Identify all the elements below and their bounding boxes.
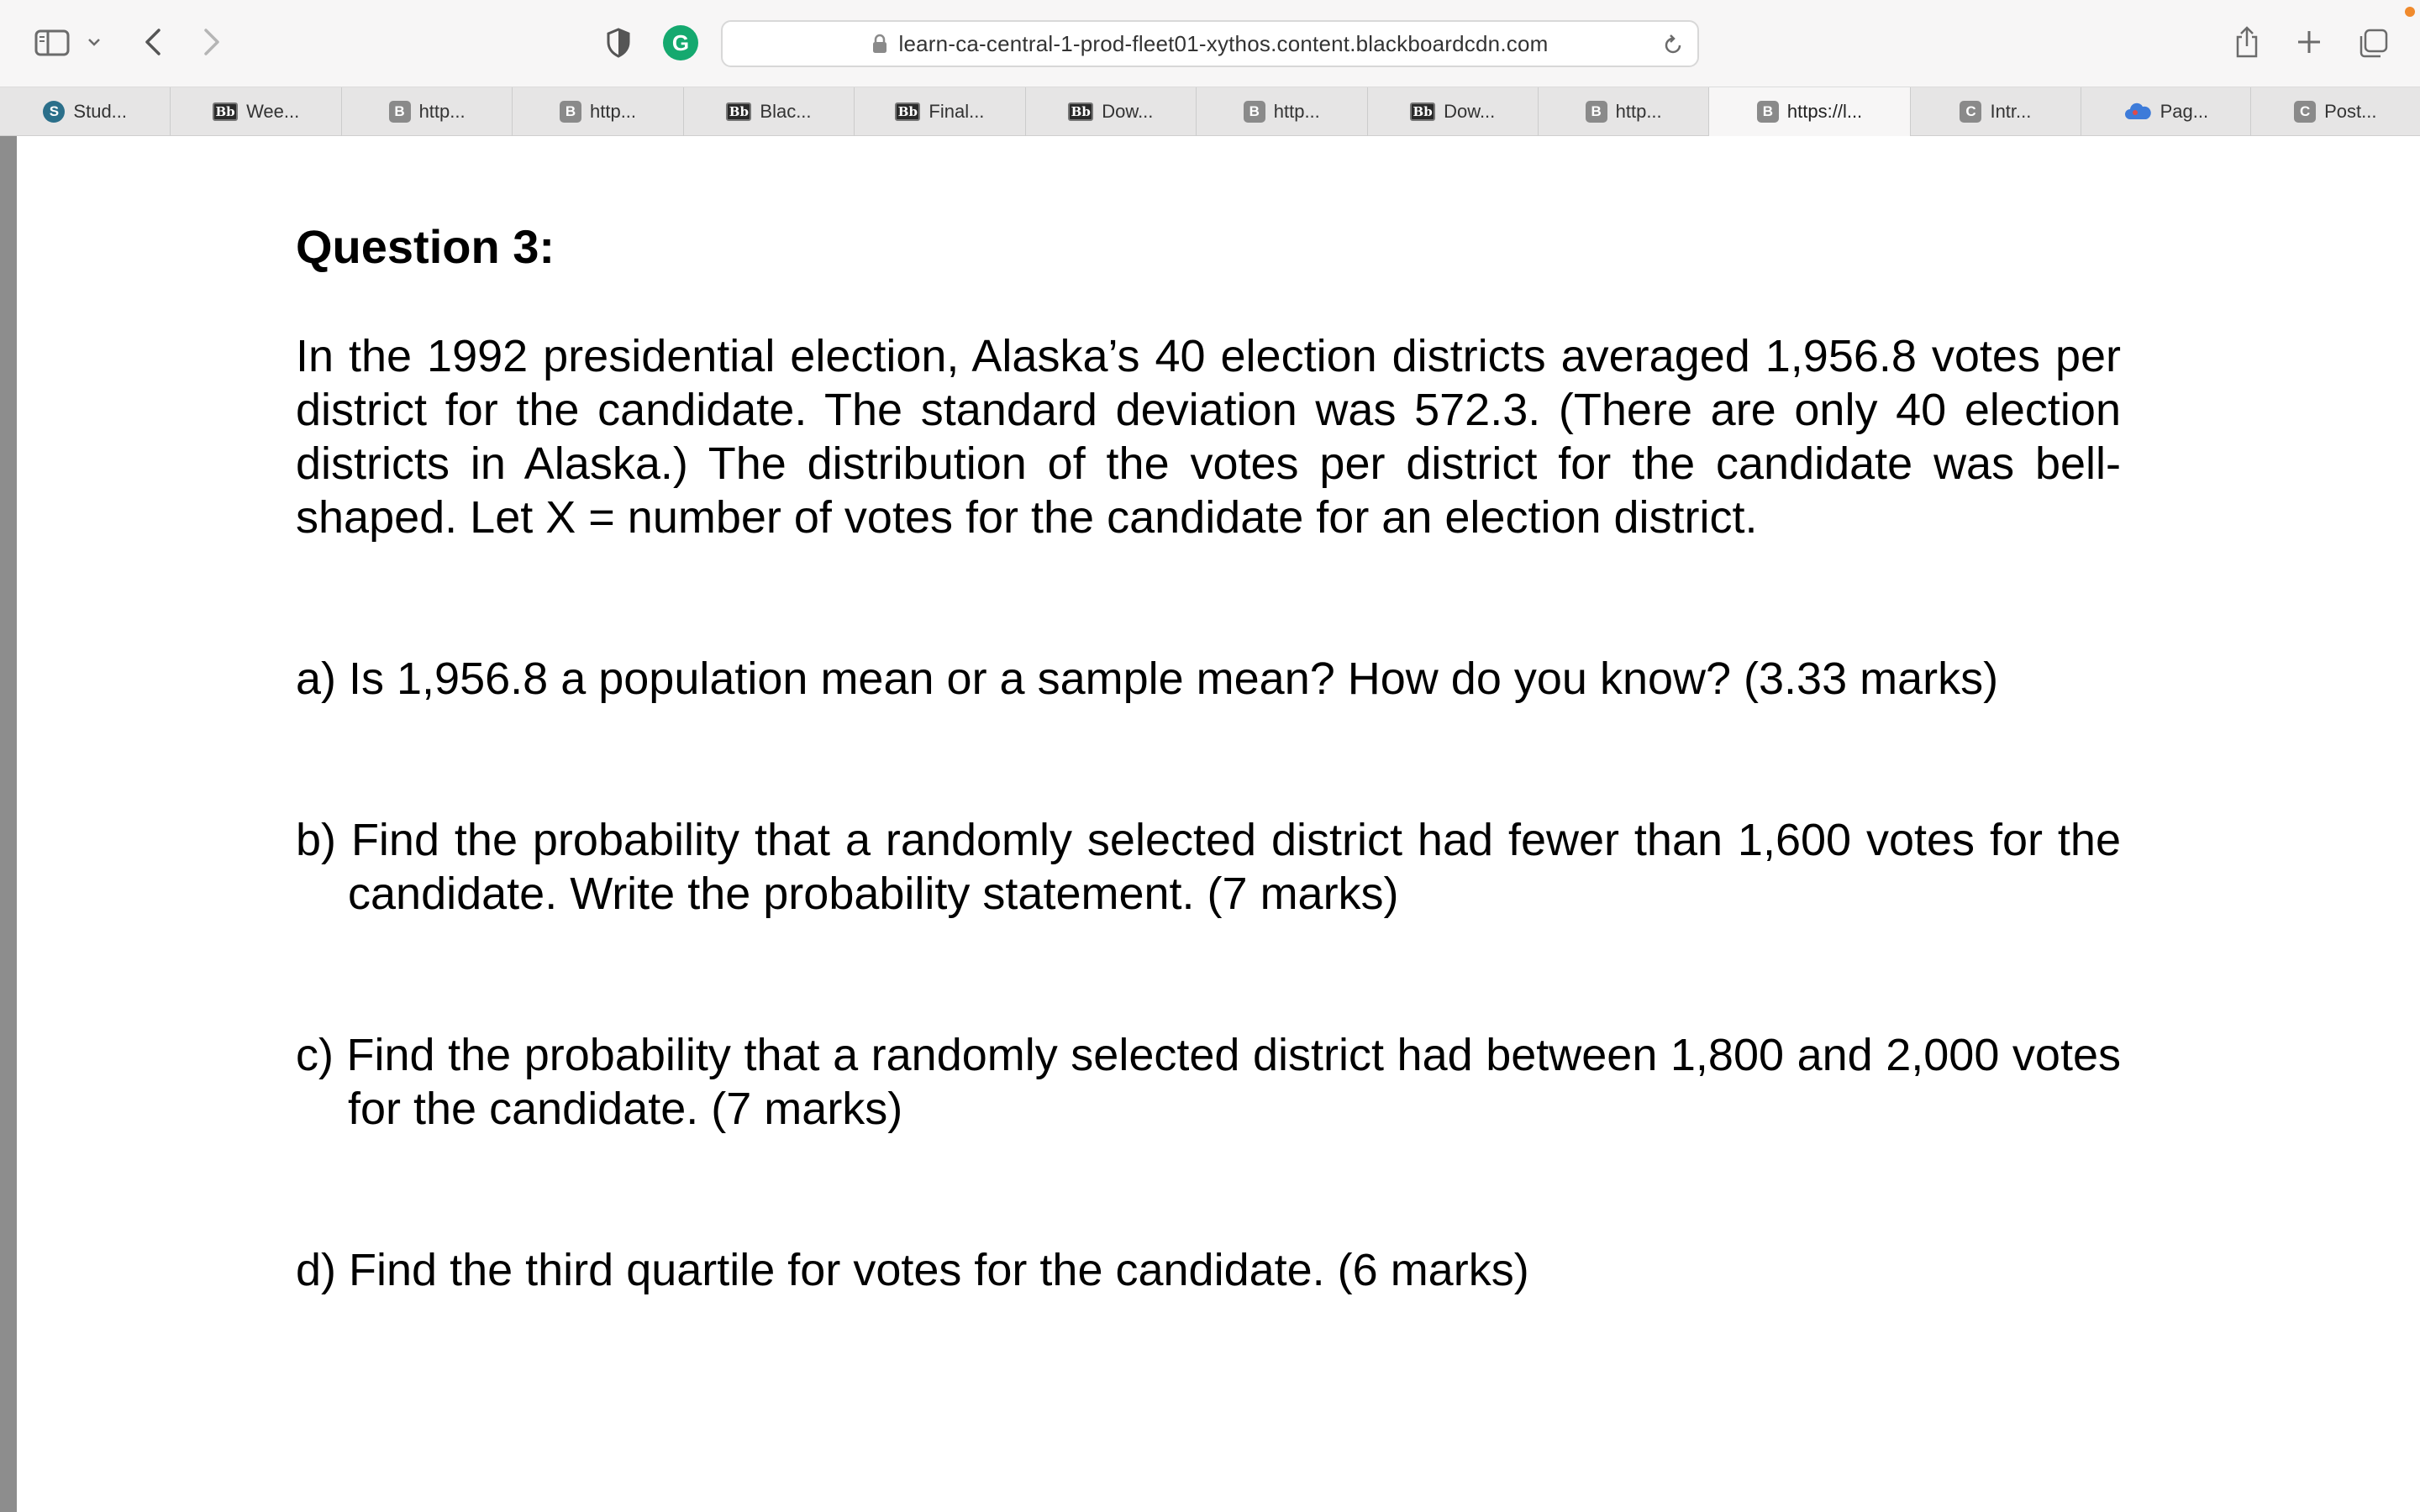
b-letter-icon: B xyxy=(1757,101,1779,123)
question-part-c: c) Find the probability that a randomly selected district had between 1,800 and 2,000 votes for the candidate. (7 marks) xyxy=(296,1030,2121,1134)
c-letter-icon: C xyxy=(2294,101,2316,123)
c-letter-icon: C xyxy=(1960,101,1981,123)
tab-6[interactable] xyxy=(1026,87,1197,136)
reload-icon[interactable] xyxy=(1662,34,1684,61)
tab-label: http... xyxy=(1615,101,1662,122)
back-arrow-icon[interactable] xyxy=(138,24,168,60)
s-circle-icon: S xyxy=(43,101,65,123)
blackboard-icon: Bb xyxy=(213,102,238,121)
question-part-b: b) Find the probability that a randomly selected district had fewer than 1,600 votes for the candidate. Write the probability statement. (7 marks) xyxy=(296,815,2121,919)
tab-label: http... xyxy=(1273,101,1320,122)
chevron-down-icon[interactable] xyxy=(84,32,104,52)
b-letter-icon: B xyxy=(1244,101,1265,123)
privacy-shield-icon[interactable] xyxy=(602,25,635,60)
tab-label: https://l... xyxy=(1786,101,1863,122)
document xyxy=(296,220,2124,1297)
tab-5[interactable] xyxy=(855,87,1025,136)
tab-label: Post... xyxy=(2324,101,2377,122)
tab-12[interactable] xyxy=(2081,87,2250,136)
lock-icon xyxy=(872,34,887,54)
tab-label: Wee... xyxy=(246,101,300,122)
new-tab-plus-icon[interactable] xyxy=(2292,25,2326,59)
url-text: learn-ca-central-1-prod-fleet01-xythos.content.blackboardcdn.com xyxy=(898,30,1549,56)
b-letter-icon: B xyxy=(560,101,581,123)
address-bar[interactable] xyxy=(721,20,1699,67)
tab-label: http... xyxy=(418,101,466,122)
grammarly-extension-icon[interactable]: G xyxy=(663,25,698,60)
page-content xyxy=(0,136,2420,1512)
tab-0[interactable] xyxy=(0,87,171,136)
viewer-gutter xyxy=(0,136,17,1512)
forward-arrow-icon[interactable] xyxy=(197,24,227,60)
tab-label: Stud... xyxy=(73,101,128,122)
question-part-d: d) Find the third quartile for votes for the candidate. (6 marks) xyxy=(296,1245,1529,1295)
tab-label: Pag... xyxy=(2160,101,2209,122)
tab-13[interactable] xyxy=(2251,87,2420,136)
tab-overview-icon[interactable] xyxy=(2354,25,2391,62)
blackboard-icon: Bb xyxy=(726,102,751,121)
tab-4[interactable] xyxy=(684,87,855,136)
tab-11[interactable] xyxy=(1911,87,2081,136)
b-letter-icon: B xyxy=(1586,101,1607,123)
question-title: Question 3: xyxy=(296,220,555,273)
tab-label: Blac... xyxy=(760,101,812,122)
tab-7[interactable] xyxy=(1197,87,1367,136)
tab-8[interactable] xyxy=(1368,87,1539,136)
tab-label: Final... xyxy=(929,101,985,122)
tab-strip xyxy=(0,87,2420,136)
share-icon[interactable] xyxy=(2230,22,2264,62)
tab-label: http... xyxy=(590,101,637,122)
browser-toolbar xyxy=(0,0,2420,87)
question-intro: In the 1992 presidential election, Alaska’s 40 election districts averaged 1,956.8 votes per district for the candidate. The standard deviation was 572.3. (There are only 40 election districts in Alaska.) The distribution of the votes per district for the candidate was bell-shaped. Let X = number of votes for the candidate for an election district. xyxy=(296,331,2121,543)
tab-1[interactable] xyxy=(171,87,341,136)
blackboard-icon: Bb xyxy=(1410,102,1435,121)
tab-label: Dow... xyxy=(1444,101,1496,122)
tab-label: Dow... xyxy=(1102,101,1154,122)
notification-dot xyxy=(2405,7,2415,17)
question-part-a: a) Is 1,956.8 a population mean or a sample mean? How do you know? (3.33 marks) xyxy=(296,654,1999,704)
tab-2[interactable] xyxy=(342,87,513,136)
tab-3[interactable] xyxy=(513,87,683,136)
blackboard-icon: Bb xyxy=(1068,102,1093,121)
tab-10-active[interactable] xyxy=(1709,87,1910,136)
tab-label: Intr... xyxy=(1990,101,2032,122)
sidebar-toggle-icon[interactable] xyxy=(32,27,72,59)
b-letter-icon: B xyxy=(389,101,411,123)
tab-9[interactable] xyxy=(1539,87,1709,136)
blackboard-icon: Bb xyxy=(895,102,920,121)
cloud-icon xyxy=(2123,101,2152,123)
